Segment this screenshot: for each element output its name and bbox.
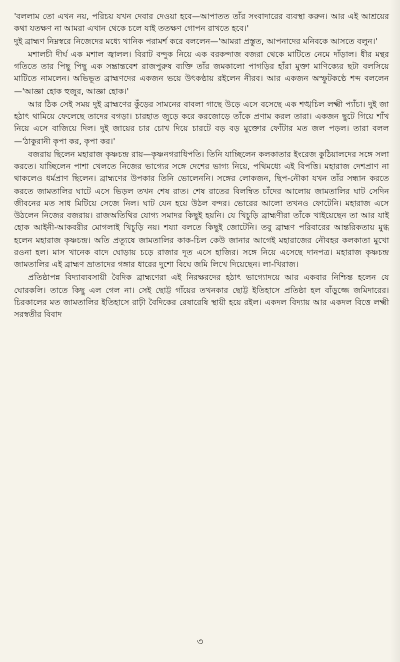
paragraph-5: প্রতিষ্ঠাপন্ন বিদ্যাব্যবসায়ী বৈদিক ব্রাহ্মণেরা এই নিরক্ষরদের হঠাৎ ভাগ্যোদয়ে আর একবার নিশ্চিন্ত হলেন যে ঘোরকলি। তাতে কিছু এল গেল না। সেই ছোট্ট গাঁয়ের তখনকার ছোট্ট ইতিহাসে প্রতিষ্ঠা হল বাঁড়ুজ্জে জমিদারের। চিরকালের মত জামতালির ইতিহাসে রাঢ়ী বৈদিকের রেষারেষি স্থায়ী হয়ে রইল। একদল বিদ্যায় আর একদল বিত্তে লক্ষ্মী সরস্বতীর বিবাদ <box>14 272 389 319</box>
paragraph-4: বজরায় ছিলেন মহারাজ কৃষ্ণচন্দ্র রায়—কৃষ্ণনগরাধিপতি। তিনি যাচ্ছিলেন কলকাতার ইংরেজ কুঠিয়ালদের সঙ্গে সলা করতে। যাচ্ছিলেন পাশা খেলতে নিজের ভাগ্যের সঙ্গে দেশের ভাগ্য নিয়ে, পথিমধ্যে এই বিপত্তি। মহারাজ দেশপ্রাণ না থাকলেও ধর্মপ্রাণ ছিলেন। ব্রাহ্মণের উপকার তিনি ভোলেননি। সঙ্গের লোকজন, ছিপ-নৌকা যখন তাঁর সন্ধান করতে করতে জামতালির ঘাটে এসে ভিড়ল তখন শেষ রাত। শেষ রাতের বিলম্বিত চাঁদের আলোয় জামতালির ঘাট সেদিন জীবনের মত সাধ মিটিয়ে সেজে নিল। ঘাট যেন হয়ে উঠল বন্দর। ভোরের আলো তখনও ফোটেনি। মহারাজ এসে উঠলেন নিজের বজরায়। রাজঅতিথির যোগ্য সমাদর কিছুই হয়নি। যে খিচুড়ি ব্রাহ্মণীরা তাঁকে খাইয়েছেন তা আর যাই হোক আইনী-আকবরীর মোগলাই খিচুড়ি নয়। শয্যা বলতে কিছুই জোটেনি। তবু ব্রাহ্মণ পরিবারের আন্তরিকতায় মুগ্ধ হলেন মহারাজ কৃষ্ণচন্দ্র। অতি প্রত্যূষে জামতালির কাক-চিল কেউ জানার আগেই মহারাজের নৌবহর কলকাতা মুখো রওনা হল। মাস খানেক বাদে ঘোড়ায় চড়ে রাজার দূত এসে হাজির। সঙ্গে নিয়ে এসেছে দানপত্র। মহারাজ কৃষ্ণচন্দ্র জামতালির এই ব্রাহ্মণ ভ্রাতাদের গঙ্গার ধারের দুশো বিঘে জমি লিখে দিয়েছেন। লা-খিরাজ। <box>14 148 389 269</box>
page-number: ৩ <box>196 637 204 648</box>
paragraph-2: মশালচী দীর্ঘ এক মশাল জ্বালল। বিরাট বন্দুক নিয়ে এক বরকন্দাজ বজরা থেকে মাটিতে নেমে দাঁড়াল। ধীর মন্থর গতিতে তার পিছু পিছু এক সম্ভ্রান্তবেশ রাজপুরুষ ব্যক্তি তাঁর জমকালো পাগড়ির হাঁরা মুক্তা মাণিক্যের ছটা বলসিয়ে মাটিতে নামলেন। অভিভূত ব্রাহ্মণদের একজন ভয়ে উৎকণ্ঠায় রইলেন নীরব। আর একজন অস্ফুটকণ্ঠে শব্দ বললেন—'আজ্ঞা হোক হুজুর, আজ্ঞা হোক।' <box>14 48 389 96</box>
page-edge-shadow <box>390 0 400 662</box>
paragraph-1: 'বললাম তো এখন নয়, পরিচয় যখন দেবার দেওয়া হবে—আপাতত তাঁর সংবাদারের ব্যবস্থা করুন। আর এই আশ্রয়ের কথা যতক্ষণ না আমরা এখান থেকে চলে যাই ততক্ষণ গোপন রাখতে হবে।' দুই ব্রাহ্মণ নিম্নস্বরে নিজেদের মধ্যে খানিক পরামর্শ করে বললেন—'আমরা প্রস্তুত, আপনাদের মনিবকে আসতে বলুন।' <box>14 11 389 46</box>
paragraph-3: আর ঠিক সেই সময় দুই ব্রাহ্মণের কুঁড়ের সামনের বাবলা গাছে উড়ে এসে বসেছে এক শঙ্খচিল লক্ষ্মী প্যাঁচা। দুই জা হঠাৎ থামিয়ে ফেলেছে তাদের বগড়া। চারহাত জুড়ে করে করজোড়ে তাঁকে প্রণাম করল তারা। একজন ছুটে গিয়ে শাঁখ নিয়ে এসে বাজিয়ে দিল। দুই জায়ের চার চোখ দিয়ে চারটে বড় বড় মুক্তোর ফোঁটার মত জল পড়ল। তারা বলল—'ঠাকুরানী কৃপা কর, কৃপা কর।' <box>14 98 389 146</box>
